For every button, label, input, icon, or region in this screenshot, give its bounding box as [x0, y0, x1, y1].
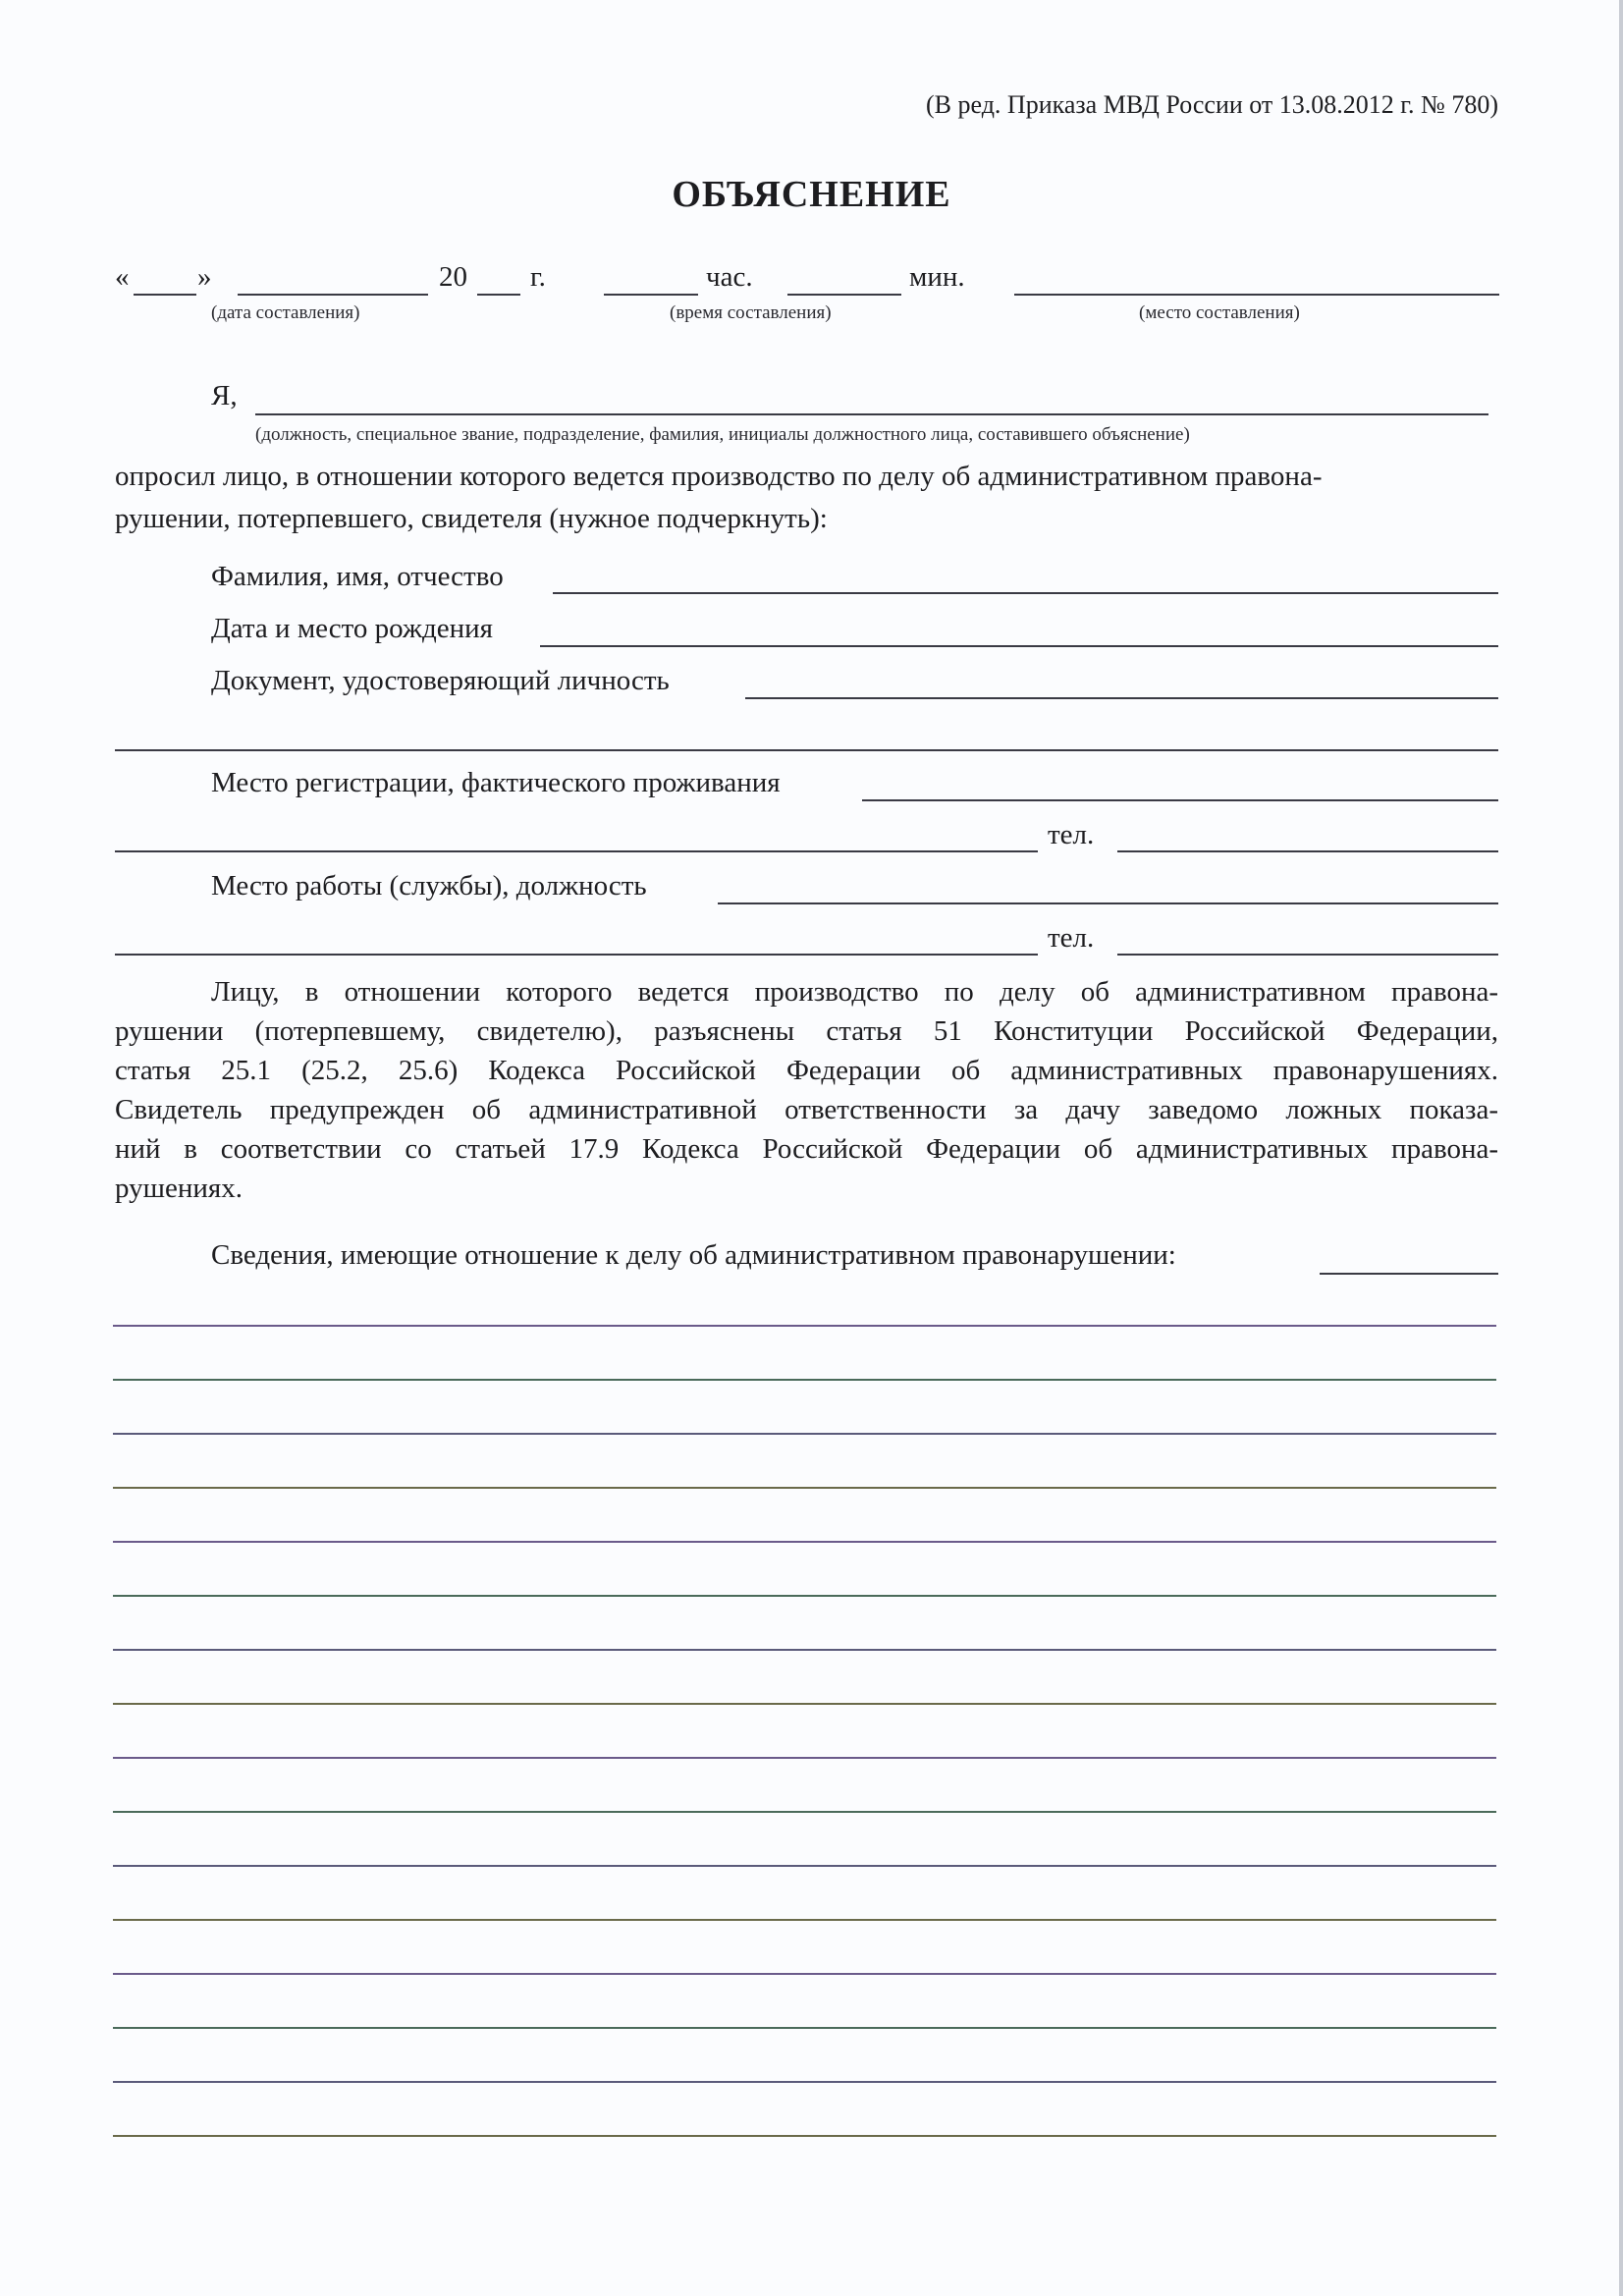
minutes-label: мин. — [909, 261, 965, 293]
phone-field-2[interactable] — [1117, 954, 1498, 956]
details-line[interactable] — [113, 1757, 1496, 1759]
details-line[interactable] — [113, 2027, 1496, 2029]
rights-line-3: статья 25.1 (25.2, 25.6) Кодекса Российской Федерации об административных правонарушениях. — [115, 1055, 1498, 1086]
details-line[interactable] — [113, 1487, 1496, 1489]
page-edge — [1619, 0, 1623, 2296]
official-field[interactable] — [255, 413, 1488, 415]
hours-label: час. — [706, 261, 753, 293]
details-line[interactable] — [113, 1703, 1496, 1705]
date-hint: (дата составления) — [211, 302, 360, 323]
phone-label-1: тел. — [1048, 819, 1095, 850]
details-line[interactable] — [113, 1865, 1496, 1867]
rights-line-6: рушениях. — [115, 1173, 243, 1204]
details-line[interactable] — [113, 1973, 1496, 1975]
residence-label: Место регистрации, фактического проживания — [211, 767, 781, 798]
rights-paragraph — [115, 972, 1498, 1208]
details-field[interactable] — [1320, 1273, 1498, 1275]
intro-line-1: опросил лицо, в отношении которого ведется производство по делу об административном правона- — [115, 461, 1323, 492]
id-doc-label: Документ, удостоверяющий личность — [211, 665, 670, 696]
day-field[interactable] — [134, 294, 196, 296]
residence-field-cont[interactable] — [115, 850, 1038, 852]
details-line[interactable] — [113, 1595, 1496, 1597]
quote-close: » — [197, 261, 212, 293]
rights-line-2: рушении (потерпевшему, свидетелю), разъяснены статья 51 Конституции Российской Федерации, — [115, 1015, 1498, 1047]
revision-note: (В ред. Приказа МВД России от 13.08.2012 г. № 780) — [926, 90, 1498, 119]
details-label: Сведения, имеющие отношение к делу об административном правонарушении: — [211, 1239, 1176, 1271]
year-prefix: 20 — [439, 261, 467, 293]
work-label: Место работы (службы), должность — [211, 870, 647, 902]
rights-line-1: Лицу, в отношении которого ведется производство по делу об административном правона- — [211, 976, 1498, 1008]
birth-label: Дата и место рождения — [211, 613, 493, 644]
details-line[interactable] — [113, 1649, 1496, 1651]
details-line[interactable] — [113, 2081, 1496, 2083]
ya-label: Я, — [211, 380, 238, 411]
details-line[interactable] — [113, 1379, 1496, 1381]
year-suffix: г. — [530, 261, 546, 293]
month-field[interactable] — [238, 294, 428, 296]
quote-open: « — [115, 261, 130, 293]
intro-line-2: рушении, потерпевшего, свидетеля (нужное подчеркнуть): — [115, 503, 828, 534]
id-doc-field-cont[interactable] — [115, 749, 1498, 751]
phone-field-1[interactable] — [1117, 850, 1498, 852]
rights-line-4: Свидетель предупрежден об административной ответственности за дачу заведомо ложных показа- — [115, 1094, 1498, 1125]
place-hint: (место составления) — [1139, 302, 1300, 323]
official-hint: (должность, специальное звание, подразделение, фамилия, инициалы должностного лица, составившего объяснение) — [255, 424, 1190, 445]
hours-field[interactable] — [604, 294, 698, 296]
work-field[interactable] — [718, 902, 1498, 904]
place-field[interactable] — [1014, 294, 1499, 296]
fio-label: Фамилия, имя, отчество — [211, 561, 504, 592]
id-doc-field[interactable] — [745, 697, 1498, 699]
phone-label-2: тел. — [1048, 922, 1095, 954]
details-line[interactable] — [113, 1541, 1496, 1543]
time-hint: (время составления) — [670, 302, 832, 323]
work-field-cont[interactable] — [115, 954, 1038, 956]
year-field[interactable] — [477, 294, 520, 296]
page-title: ОБЪЯСНЕНИЕ — [672, 174, 951, 215]
rights-line-5: ний в соответствии со статьей 17.9 Кодекса Российской Федерации об административных правона- — [115, 1133, 1498, 1165]
details-line[interactable] — [113, 1433, 1496, 1435]
details-line[interactable] — [113, 2135, 1496, 2137]
details-line[interactable] — [113, 1919, 1496, 1921]
details-line[interactable] — [113, 1325, 1496, 1327]
details-line[interactable] — [113, 1811, 1496, 1813]
residence-field[interactable] — [862, 799, 1498, 801]
birth-field[interactable] — [540, 645, 1498, 647]
minutes-field[interactable] — [787, 294, 901, 296]
fio-field[interactable] — [553, 592, 1498, 594]
